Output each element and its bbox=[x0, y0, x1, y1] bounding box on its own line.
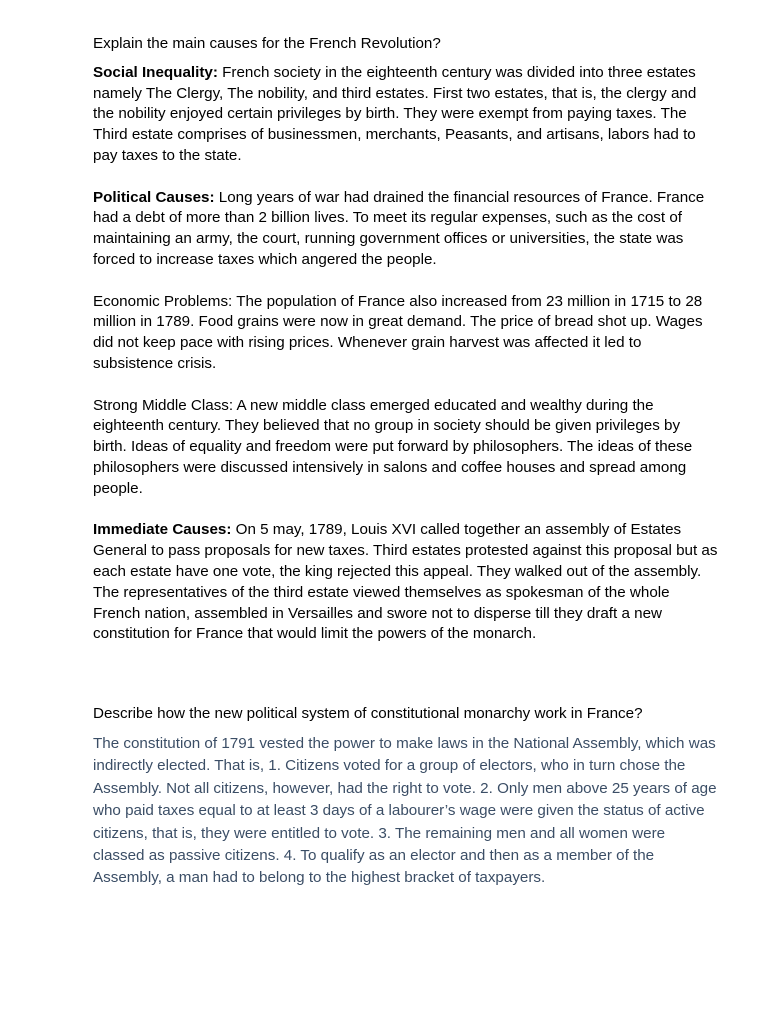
question-1: Explain the main causes for the French Revolution? bbox=[93, 35, 441, 52]
document-page bbox=[93, 34, 718, 890]
paragraph-social-inequality bbox=[93, 63, 718, 167]
paragraph-economic-problems bbox=[93, 292, 718, 375]
paragraph-strong-middle-class bbox=[93, 396, 718, 500]
paragraph-text: Long years of war had drained the financial resources of France. France had a debt of more than 2 billion lives. To meet its regular expenses, such as the cost of maintaining an army, the court, running government offices or universities, the state was forced to increase taxes which angered the people. bbox=[93, 188, 705, 268]
paragraph-text: Economic Problems: The population of France also increased from 23 million in 1715 to 28 million in 1789. Food grains were now in great demand. The price of bread shot up. Wages did not keep pace with rising prices. Whenever grain harvest was affected it led to subsistence crisis. bbox=[93, 292, 703, 372]
paragraph-text: French society in the eighteenth century was divided into three estates namely The Clergy, The nobility, and third estates. First two estates, that is, the clergy and the nobility enjoyed certain privileges by birth. They were exempt from paying taxes. The Third estate comprises of businessmen, merchants, Peasants, and artisans, labors had to pay taxes to the state. bbox=[93, 63, 697, 164]
question-2: Describe how the new political system of constitutional monarchy work in France? bbox=[93, 705, 643, 723]
paragraph-heading: Social Inequality: bbox=[93, 63, 218, 81]
paragraph-heading: Political Causes: bbox=[93, 188, 215, 206]
paragraph-text: On 5 may, 1789, Louis XVI called together an assembly of Estates General to pass proposals for new taxes. Third estates protested against this proposal but as each estate have one vote, the king rejected this appeal. They walked out of the assembly. The representatives of the third estate viewed themselves as spokesman of the whole French nation, assembled in Versailles and swore not to disperse till they draft a new constitution for France that would limit the powers of the monarch. bbox=[93, 521, 718, 643]
paragraph-text: Strong Middle Class: A new middle class emerged educated and wealthy during the eighteenth century. They believed that no group in society should be given privileges by birth. Ideas of equality and freedom were put forward by philosophers. The ideas of these philosophers were discussed intensively in salons and coffee houses and spread among people. bbox=[93, 396, 693, 497]
answer-2: The constitution of 1791 vested the power to make laws in the National Assembly, which was indirectly elected. That is, 1. Citizens voted for a group of electors, who in turn chose the Assembly. Not all citizens, however, had the right to vote. 2. Only men above 25 years of age who paid taxes equal to at least 3 days of a labourer’s wage were given the status of active citizens, that is, they were entitled to vote. 3. The remaining men and all women were classed as passive citizens. 4. To qualify as an elector and then as a member of the Assembly, a man had to belong to the highest bracket of taxpayers. bbox=[93, 734, 717, 887]
paragraph-political-causes bbox=[93, 188, 718, 271]
paragraph-heading: Immediate Causes: bbox=[93, 521, 232, 539]
paragraph-immediate-causes bbox=[93, 520, 718, 645]
section-spacer bbox=[93, 645, 718, 690]
